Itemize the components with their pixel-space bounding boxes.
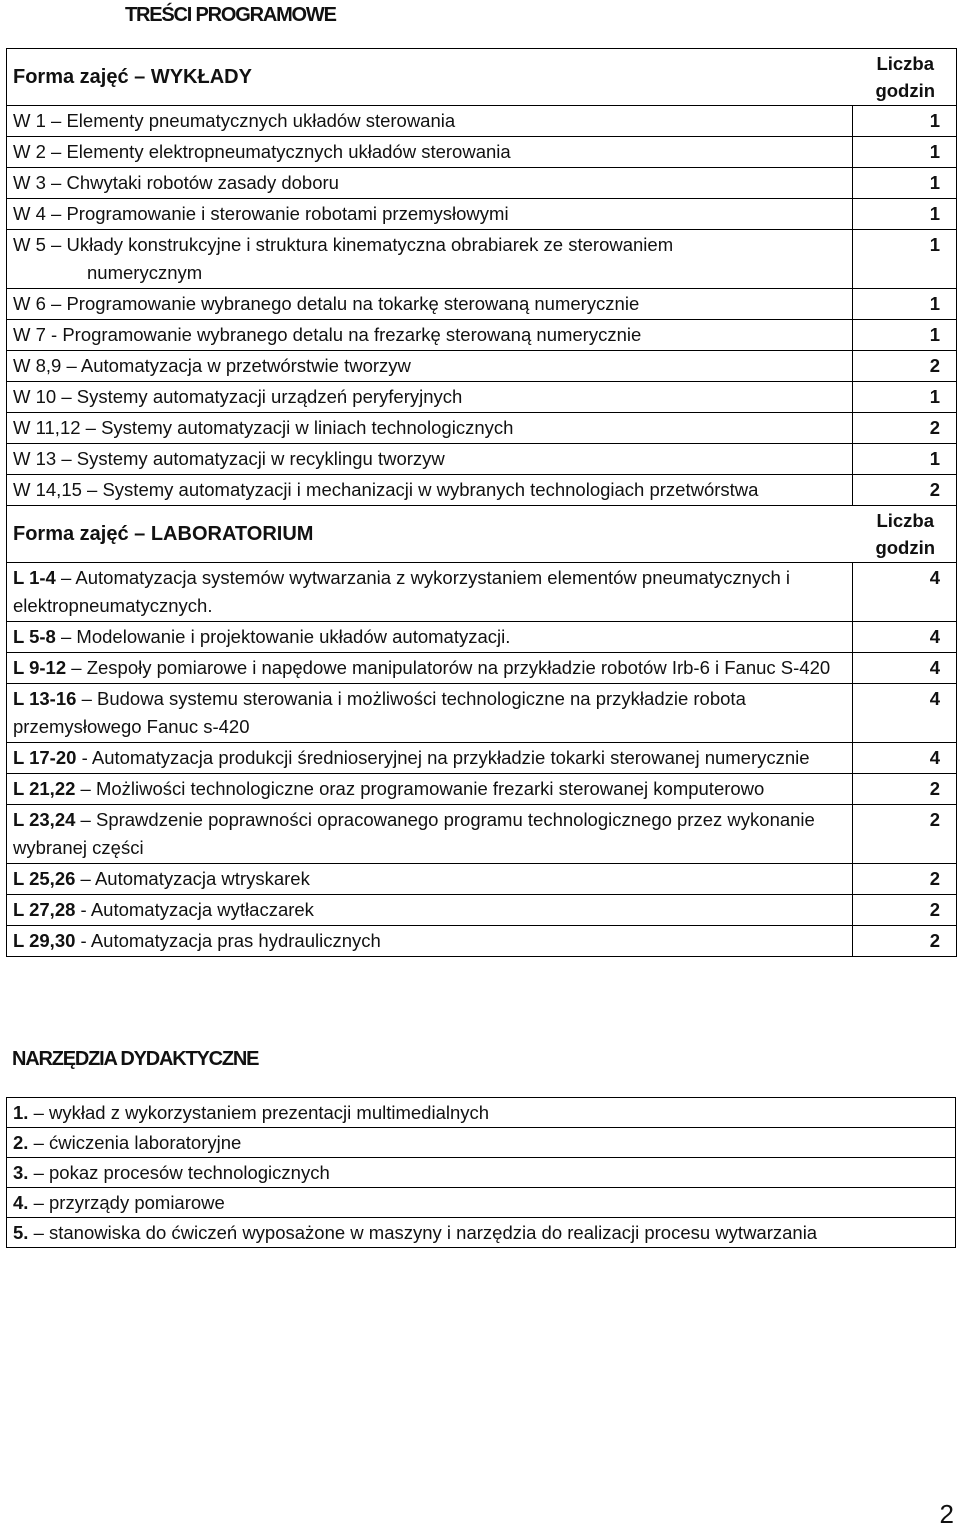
lab-hours: 4 [853,743,957,774]
lecture-row [7,413,957,444]
lecture-row [7,199,957,230]
page-title: TREŚCI PROGRAMOWE [125,4,336,26]
lecture-row [7,106,957,137]
lecture-hours: 1 [853,382,957,413]
tools-title: NARZĘDZIA DYDAKTYCZNE [12,1048,259,1070]
lab-topic [7,563,853,622]
lab-hours: 4 [853,622,957,653]
lab-topic-label: L 23,24 [13,809,76,830]
lab-topic-label: L 5-8 [13,626,56,647]
lecture-topic-text: W 14,15 – Systemy automatyzacji i mechanizacji w wybranych technologiach przetwórstwa [13,479,759,500]
tool-item [7,1218,956,1248]
hours-header-line2: godzin [875,80,936,101]
tool-number: 4. [13,1192,29,1213]
tool-number: 1. [13,1102,29,1123]
labs-form-label: Forma zajęć – LABORATORIUM [7,506,853,563]
lecture-hours: 1 [853,106,957,137]
tool-item [7,1098,956,1128]
lecture-row [7,168,957,199]
lecture-hours: 1 [853,289,957,320]
lab-topic-text: - Automatyzacja wytłaczarek [75,899,314,920]
lab-topic [7,774,853,805]
tool-row [7,1218,956,1248]
lab-hours: 2 [853,864,957,895]
lecture-topic-text: W 5 – Układy konstrukcyjne i struktura kinematyczna obrabiarek ze sterowaniem [13,234,674,255]
lab-topic [7,864,853,895]
lecture-row [7,320,957,351]
lab-hours: 4 [853,684,957,743]
lecture-topic [7,413,853,444]
lab-topic-text: – Automatyzacja systemów wytwarzania z wykorzystaniem elementów pneumatycznych i elektropneumatycznych. [13,567,790,616]
lab-row [7,805,957,864]
lab-topic [7,895,853,926]
tool-row [7,1098,956,1128]
tool-item [7,1188,956,1218]
lecture-topic [7,137,853,168]
program-table [6,48,957,957]
lecture-topic [7,289,853,320]
lecture-topic-continuation: numerycznym [87,262,203,283]
lab-topic-text: – Modelowanie i projektowanie układów automatyzacji. [55,626,511,647]
lab-topic-text: - Automatyzacja produkcji średnioseryjnej na przykładzie tokarki sterowanej numerycznie [76,747,810,768]
lab-topic [7,805,853,864]
lecture-topic [7,444,853,475]
tool-text: – ćwiczenia laboratoryjne [28,1132,242,1153]
lecture-hours: 2 [853,351,957,382]
lecture-row [7,475,957,506]
lab-topic [7,684,853,743]
lecture-row [7,137,957,168]
lab-hours: 2 [853,805,957,864]
lecture-row [7,351,957,382]
labs-hours-header [853,506,957,563]
tool-item [7,1158,956,1188]
lecture-topic-text: W 8,9 – Automatyzacja w przetwórstwie tworzyw [13,355,411,376]
lab-topic-text: – Budowa systemu sterowania i możliwości technologiczne na przykładzie robota przemysłowego Fanuc s-420 [13,688,746,737]
lecture-topic-text: W 4 – Programowanie i sterowanie robotami przemysłowymi [13,203,509,224]
lab-row [7,684,957,743]
lab-row [7,926,957,957]
lecture-topic-text: W 3 – Chwytaki robotów zasady doboru [13,172,339,193]
lecture-topic-text: W 13 – Systemy automatyzacji w recyklingu tworzyw [13,448,445,469]
lab-topic-label: L 9-12 [13,657,67,678]
lecture-row [7,444,957,475]
tool-number: 3. [13,1162,29,1183]
lecture-hours: 1 [853,230,957,289]
lecture-row [7,289,957,320]
lecture-topic [7,351,853,382]
lecture-hours: 2 [853,413,957,444]
lecture-hours: 2 [853,475,957,506]
lecture-topic [7,382,853,413]
tools-table [6,1097,956,1248]
tool-number: 5. [13,1222,29,1243]
lecture-topic [7,320,853,351]
lab-hours: 2 [853,926,957,957]
lecture-topic-text: W 6 – Programowanie wybranego detalu na tokarkę sterowaną numerycznie [13,293,640,314]
tool-text: – wykład z wykorzystaniem prezentacji multimedialnych [28,1102,490,1123]
lecture-topic-text: W 7 - Programowanie wybranego detalu na frezarkę sterowaną numerycznie [13,324,642,345]
lab-topic [7,743,853,774]
tool-text: – stanowiska do ćwiczeń wyposażone w maszyny i narzędzia do realizacji procesu wytwarzania [28,1222,818,1243]
lab-hours: 2 [853,774,957,805]
lab-row [7,774,957,805]
lab-row [7,864,957,895]
page-number: 2 [939,1499,954,1529]
lab-row [7,622,957,653]
lecture-hours: 1 [853,168,957,199]
lectures-hours-header [853,49,957,106]
lab-row [7,653,957,684]
lab-row [7,895,957,926]
lab-row [7,563,957,622]
lecture-hours: 1 [853,199,957,230]
lecture-topic [7,168,853,199]
lectures-header-row [7,49,957,106]
lab-topic-label: L 25,26 [13,868,76,889]
lecture-row [7,230,957,289]
labs-header-row [7,506,957,563]
lecture-topic [7,199,853,230]
lab-hours: 2 [853,895,957,926]
lecture-hours: 1 [853,320,957,351]
lectures-form-label: Forma zajęć – WYKŁADY [7,49,853,106]
lecture-topic-text: W 2 – Elementy elektropneumatycznych układów sterowania [13,141,511,162]
lecture-topic [7,230,853,289]
lab-topic-label: L 1-4 [13,567,56,588]
lecture-topic-text: W 10 – Systemy automatyzacji urządzeń peryferyjnych [13,386,463,407]
lab-topic-text: - Automatyzacja pras hydraulicznych [75,930,381,951]
lab-topic [7,622,853,653]
tool-item [7,1128,956,1158]
tool-text: – pokaz procesów technologicznych [28,1162,330,1183]
lecture-topic-text: W 11,12 – Systemy automatyzacji w liniach technologicznych [13,417,514,438]
lecture-hours: 1 [853,137,957,168]
lecture-hours: 1 [853,444,957,475]
tool-row [7,1128,956,1158]
hours-header-line1: Liczba [876,510,935,531]
hours-header-line2: godzin [875,537,936,558]
lab-topic-text: – Sprawdzenie poprawności opracowanego programu technologicznego przez wykonanie wybranej części [13,809,815,858]
tool-number: 2. [13,1132,29,1153]
lab-topic [7,926,853,957]
lecture-topic [7,106,853,137]
lab-topic-text: – Automatyzacja wtryskarek [75,868,310,889]
lab-topic-label: L 17-20 [13,747,77,768]
lab-topic-text: – Zespoły pomiarowe i napędowe manipulatorów na przykładzie robotów Irb-6 i Fanuc S-420 [66,657,831,678]
lecture-topic [7,475,853,506]
hours-header-line1: Liczba [876,53,935,74]
lab-row [7,743,957,774]
lecture-row [7,382,957,413]
lab-topic-label: L 13-16 [13,688,77,709]
lab-topic-label: L 29,30 [13,930,76,951]
lab-topic-label: L 21,22 [13,778,76,799]
lab-topic-label: L 27,28 [13,899,76,920]
lecture-topic-text: W 1 – Elementy pneumatycznych układów sterowania [13,110,456,131]
lab-topic [7,653,853,684]
lab-topic-text: – Możliwości technologiczne oraz programowanie frezarki sterowanej komputerowo [75,778,765,799]
tool-row [7,1188,956,1218]
tool-text: – przyrządy pomiarowe [28,1192,225,1213]
lab-hours: 4 [853,563,957,622]
lab-hours: 4 [853,653,957,684]
tool-row [7,1158,956,1188]
